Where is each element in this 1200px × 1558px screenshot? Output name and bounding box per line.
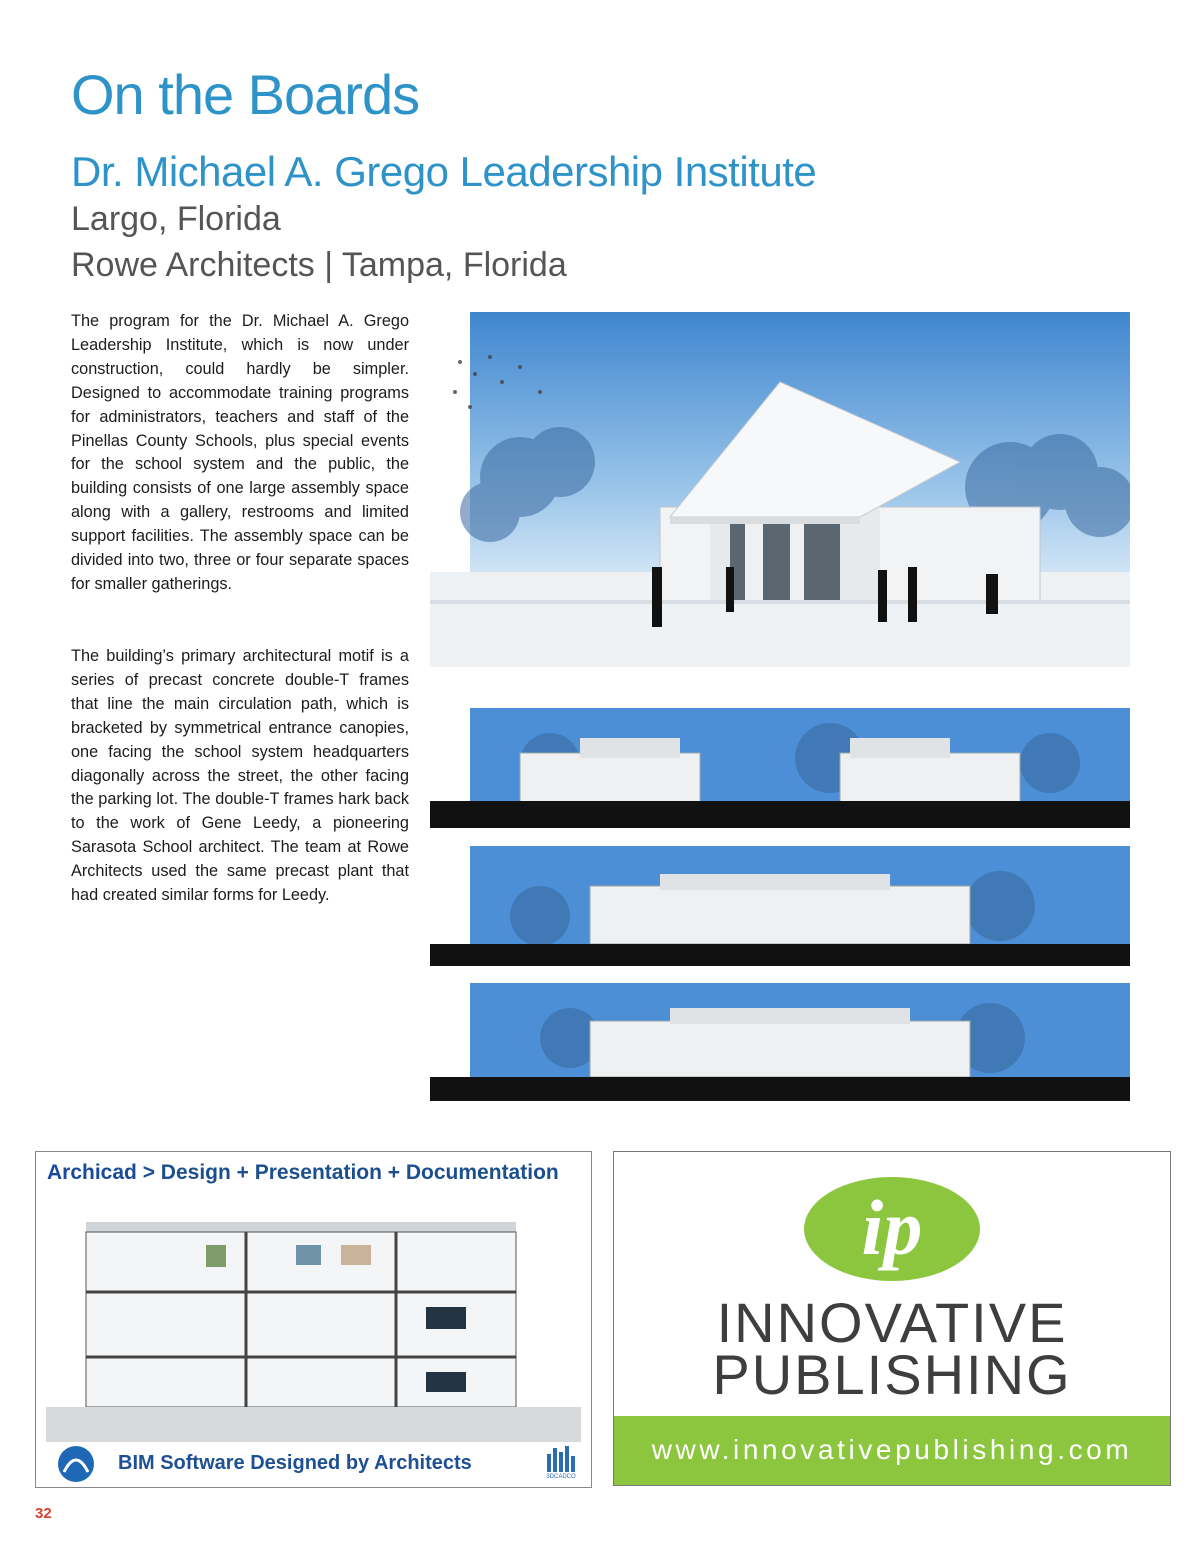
project-title: Dr. Michael A. Grego Leadership Institute xyxy=(71,148,817,195)
section-title: On the Boards xyxy=(71,63,420,126)
archicad-headline-rest: > Design + Presentation + Documentation xyxy=(136,1161,559,1184)
elevation-drawing-1 xyxy=(430,708,1130,828)
article-paragraph-2: The building’s primary architectural motif is a series of precast concrete double-T frames that line the main circulation path, which is bracketed by symmetrical entrance canopies, one facing the school system headquarters diagonally across the street, the other facing the parking lot. The double-T frames hark back to the work of Gene Leedy, a pioneering Sarasota School architect. The team at Rowe Architects used the same precast plant that had created similar forms for Leedy. xyxy=(71,647,409,905)
article-paragraph-1: The program for the Dr. Michael A. Grego Leadership Institute, which is now under construction, could hardly be simpler. Designed to accommodate training programs for administrators, teachers and staff of the Pinellas County Schools, plus special events for the school system and the public, the building consists of one large assembly space along with a gallery, restrooms and limited support facilities. The assembly space can be divided into two, three or four separate spaces for smaller gatherings. xyxy=(71,312,409,593)
ip-monogram-text: ip xyxy=(861,1184,923,1271)
3dcadco-logo-text: 3DCADCO xyxy=(546,1474,576,1478)
building-rendering xyxy=(430,312,1130,667)
ip-wordmark-line1: INNOVATIVE xyxy=(716,1291,1068,1354)
ip-url-link[interactable]: www.innovativepublishing.com xyxy=(651,1434,1133,1465)
project-firm: Rowe Architects | Tampa, Florida xyxy=(71,246,567,284)
ip-wordmark-line2: PUBLISHING xyxy=(712,1343,1072,1406)
ip-monogram-logo xyxy=(802,1174,982,1289)
page-number: 32 xyxy=(35,1505,52,1522)
elevation-drawing-3 xyxy=(430,983,1130,1101)
archicad-tagline: BIM Software Designed by Architects xyxy=(118,1452,472,1474)
archicad-brand: Archicad xyxy=(47,1161,137,1184)
elevation-drawing-2 xyxy=(430,846,1130,966)
project-location: Largo, Florida xyxy=(71,200,281,238)
archicad-logo-icon xyxy=(56,1444,96,1488)
archicad-ad[interactable] xyxy=(35,1151,592,1488)
innovative-publishing-ad[interactable] xyxy=(613,1151,1171,1486)
3dcadco-logo-icon xyxy=(541,1444,581,1483)
archicad-headline xyxy=(47,1161,559,1185)
section-drawing xyxy=(46,1197,581,1447)
